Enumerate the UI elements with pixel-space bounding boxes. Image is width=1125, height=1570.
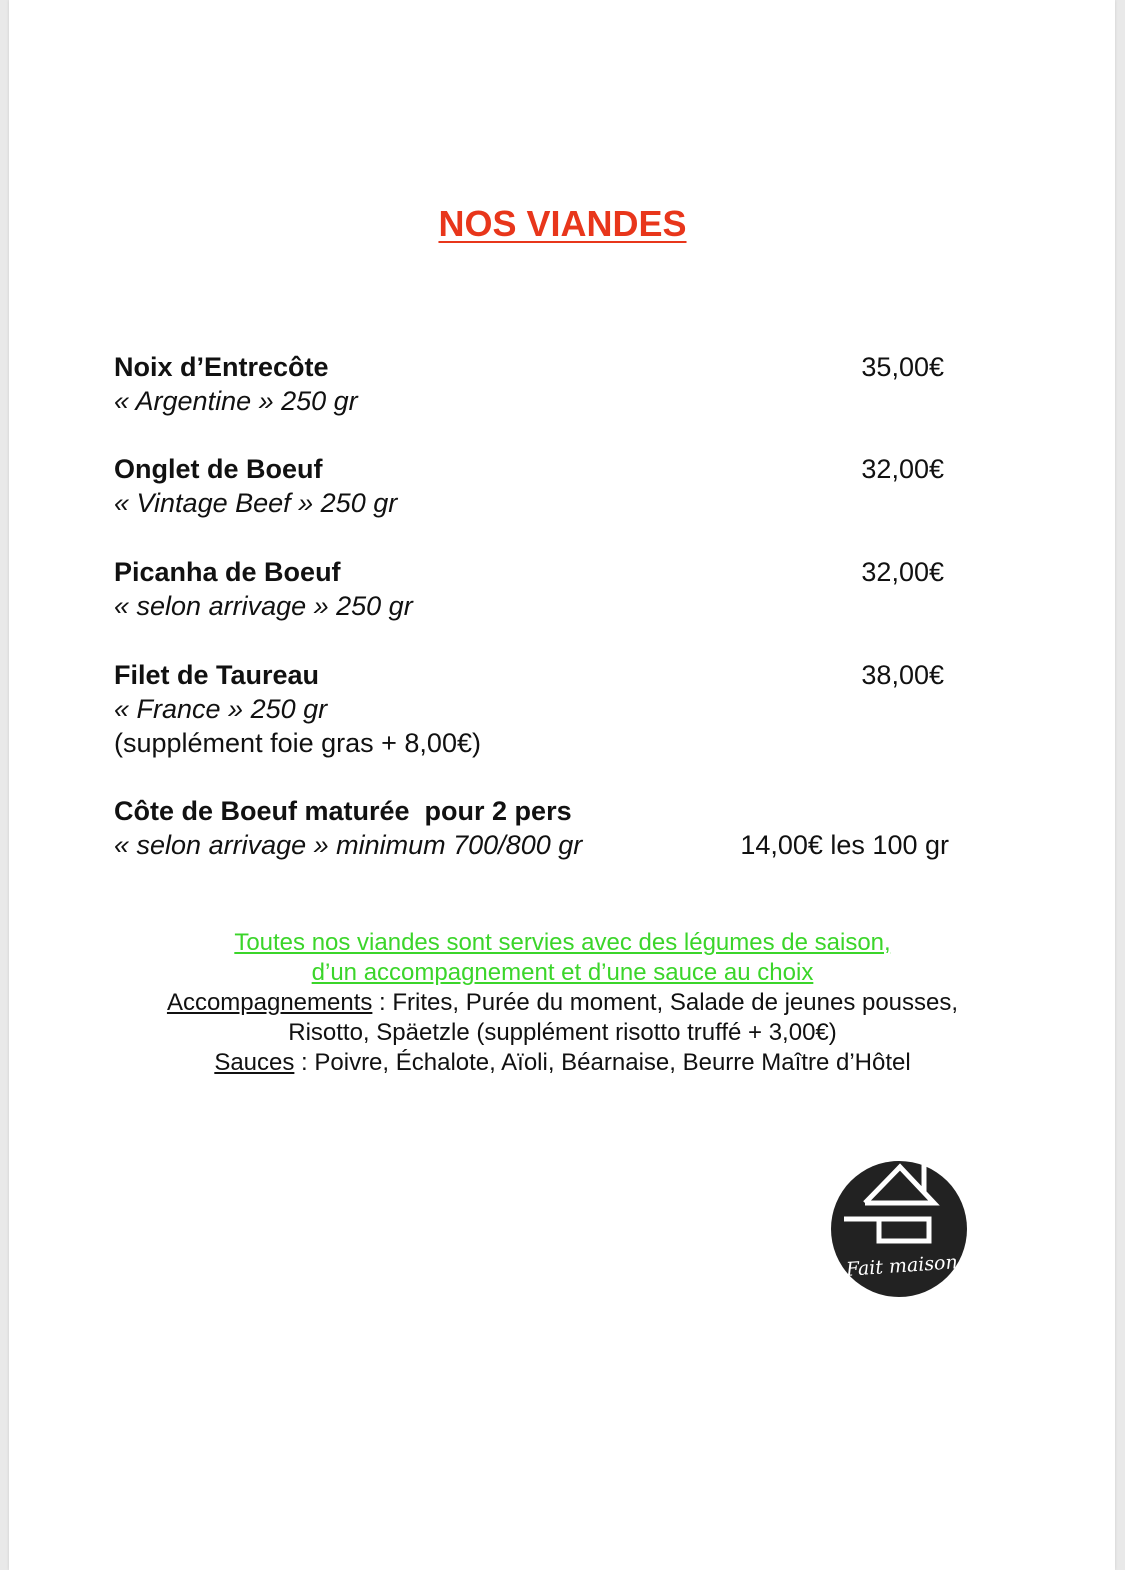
- menu-item: [114, 555, 994, 623]
- footer-green-line: d’un accompagnement et d’une sauce au choix: [311, 959, 814, 986]
- item-description: « France » 250 gr: [114, 694, 328, 724]
- item-name: Onglet de Boeuf: [114, 454, 323, 484]
- sauces-line: Sauces : Poivre, Échalote, Aïoli, Béarnaise, Beurre Maître d’Hôtel: [214, 1049, 911, 1076]
- item-price: 38,00€: [861, 660, 944, 690]
- item-name: Filet de Taureau: [114, 660, 320, 690]
- item-price: 32,00€: [861, 454, 944, 484]
- menu-item: [114, 350, 994, 418]
- house-icon: [830, 1153, 968, 1305]
- item-note: (supplément foie gras + 8,00€): [114, 728, 481, 758]
- item-description: « Argentine » 250 gr: [114, 386, 358, 416]
- item-price: 14,00€ les 100 gr: [740, 830, 949, 860]
- svg-text:Fait maison: Fait maison: [845, 1251, 959, 1281]
- item-name: Picanha de Boeuf: [114, 557, 341, 587]
- item-description: « selon arrivage » 250 gr: [114, 591, 413, 621]
- menu-footer: [0, 928, 1125, 1078]
- item-description: « selon arrivage » minimum 700/800 gr: [114, 830, 583, 860]
- accompaniments-line: Accompagnements : Frites, Purée du moment, Salade de jeunes pousses,: [166, 989, 959, 1016]
- item-price: 32,00€: [861, 557, 944, 587]
- menu-item: [114, 658, 994, 760]
- item-description: « Vintage Beef » 250 gr: [114, 488, 398, 518]
- sauces-label: Sauces: [214, 1049, 295, 1076]
- item-name: Noix d’Entrecôte: [114, 352, 329, 382]
- item-price: 35,00€: [861, 352, 944, 382]
- menu-item: [114, 452, 994, 520]
- item-name: Côte de Boeuf maturée pour 2 pers: [114, 796, 572, 826]
- accompaniments-line-2: Risotto, Späetzle (supplément risotto truffé + 3,00€): [288, 1019, 837, 1046]
- accompaniments-label: Accompagnements: [166, 989, 373, 1016]
- fait-maison-logo: [830, 1153, 968, 1305]
- menu-item: [114, 794, 994, 862]
- footer-green-line: Toutes nos viandes sont servies avec des légumes de saison,: [234, 929, 891, 956]
- page-title: NOS VIANDES: [438, 203, 687, 244]
- menu-page: [9, 0, 1115, 1570]
